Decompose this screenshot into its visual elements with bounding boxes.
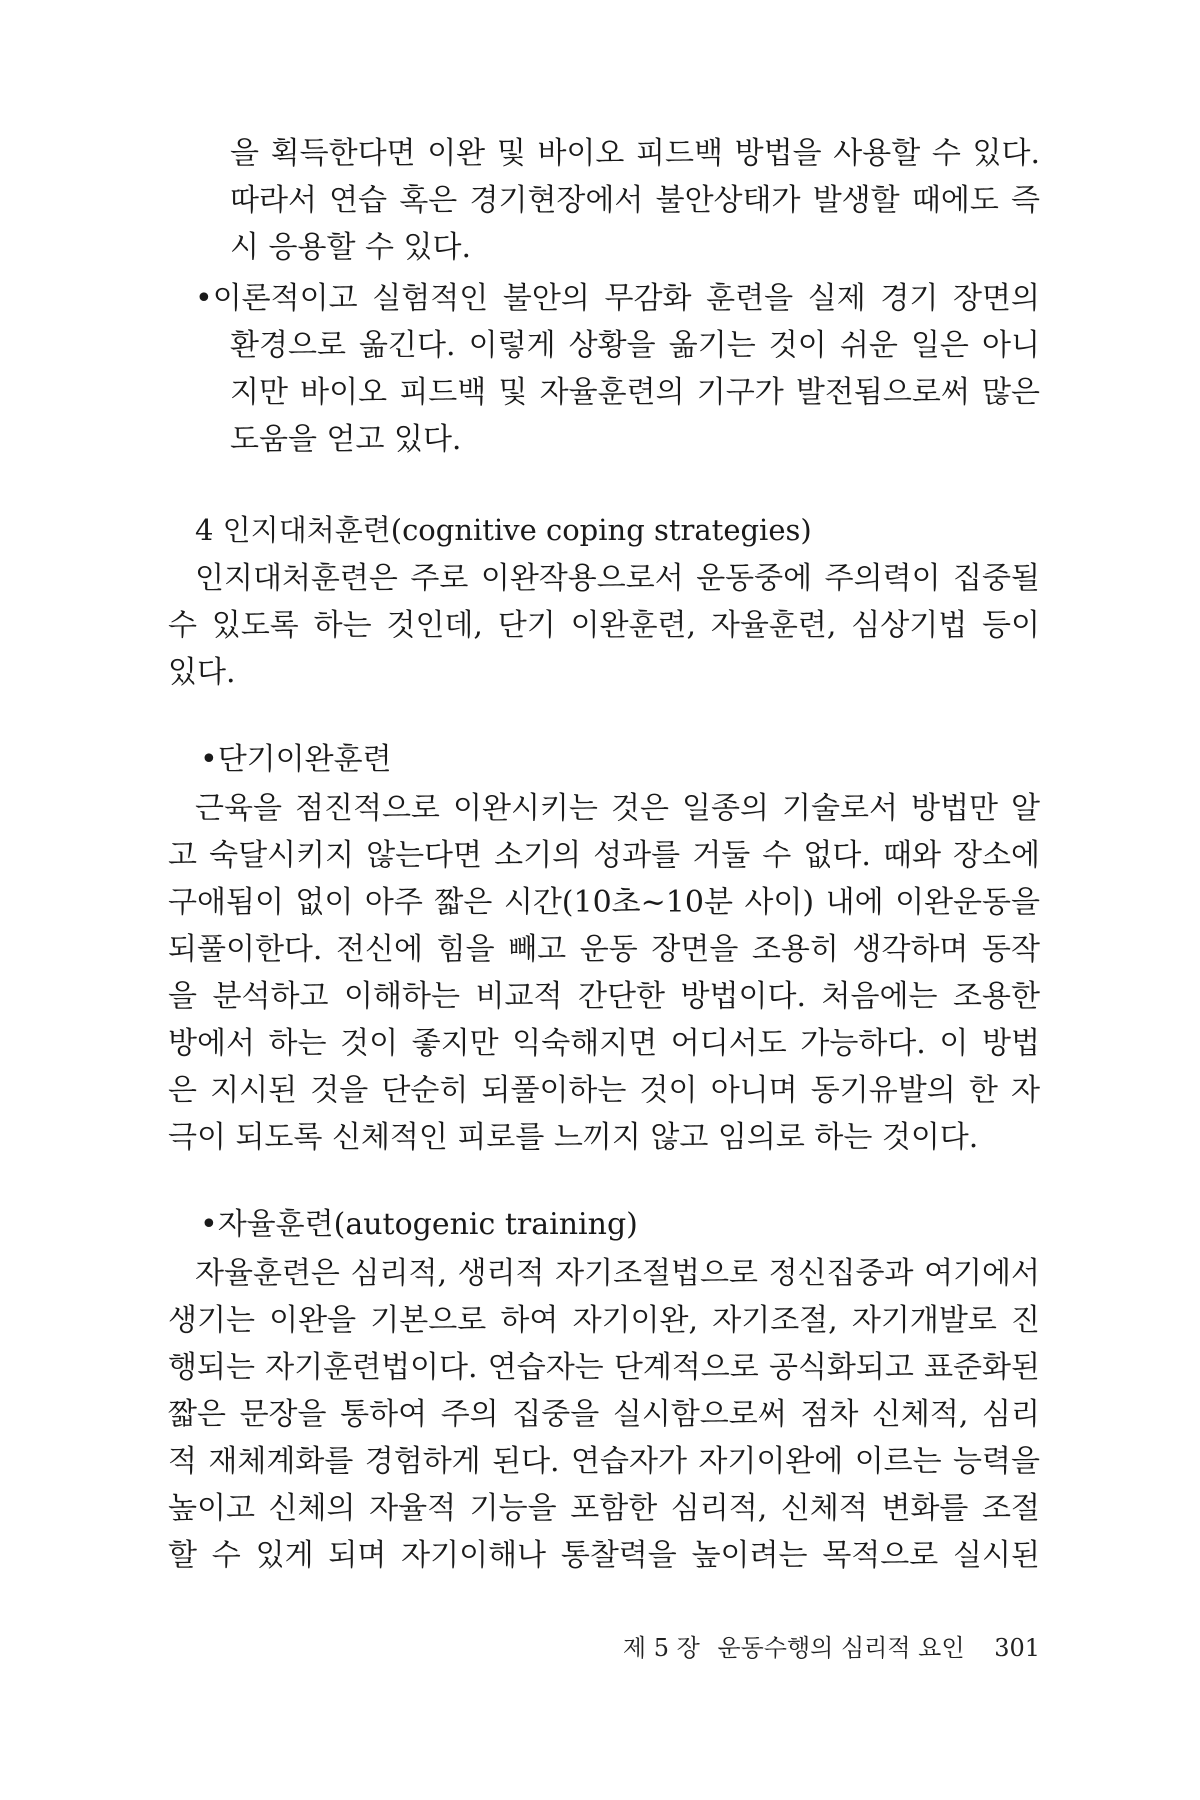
text-line: 짧은 문장을 통하여 주의 집중을 실시함으로써 점차 신체적, 심리 [168,1397,1040,1432]
text-line: 은 지시된 것을 단순히 되풀이하는 것이 아니며 동기유발의 한 자 [168,1073,1040,1108]
text-line: 따라서 연습 혹은 경기현장에서 불안상태가 발생할 때에도 즉 [230,183,1040,218]
text-line: 생기는 이완을 기본으로 하여 자기이완, 자기조절, 자기개발로 진 [168,1303,1040,1338]
text-line: 극이 되도록 신체적인 피로를 느끼지 않고 임의로 하는 것이다. [168,1120,979,1155]
text-line: 을 분석하고 이해하는 비교적 간단한 방법이다. 처음에는 조용한 [168,979,1040,1014]
text-line: 있다. [168,655,236,690]
text-line: 방에서 하는 것이 좋지만 익숙해지면 어디서도 가능하다. 이 방법 [168,1026,1040,1061]
text-line: 구애됨이 없이 아주 짧은 시간(10초~10분 사이) 내에 이완운동을 [168,885,1040,920]
footer-chapter: 제 5 장 [622,1634,700,1662]
text-line: 을 획득한다면 이완 및 바이오 피드백 방법을 사용할 수 있다. [230,136,1040,171]
text-line: 환경으로 옮긴다. 이렇게 상황을 옮기는 것이 쉬운 일은 아니 [230,328,1040,363]
text-line: 높이고 신체의 자율적 기능을 포함한 심리적, 신체적 변화를 조절 [168,1491,1040,1526]
footer-chapter-title: 운동수행의 심리적 요인 [717,1634,965,1662]
text-line: 지만 바이오 피드백 및 자율훈련의 기구가 발전됨으로써 많은 [230,375,1040,410]
text-line: 인지대처훈련은 주로 이완작용으로서 운동중에 주의력이 집중될 [195,561,1040,596]
text-line: 행되는 자기훈련법이다. 연습자는 단계적으로 공식화되고 표준화된 [168,1350,1040,1385]
text-line: 고 숙달시키지 않는다면 소기의 성과를 거둘 수 없다. 때와 장소에 [168,838,1040,873]
text-line: 수 있도록 하는 것인데, 단기 이완훈련, 자율훈련, 심상기법 등이 [168,608,1040,643]
page-footer [613,1628,1040,1663]
text-line: 적 재체계화를 경험하게 된다. 연습자가 자기이완에 이르는 능력을 [168,1444,1040,1479]
text-line: 근육을 점진적으로 이완시키는 것은 일종의 기술로서 방법만 알 [195,791,1040,826]
subsection-heading: •자율훈련(autogenic training) [200,1207,638,1242]
section-heading: 4 인지대처훈련(cognitive coping strategies) [195,513,812,547]
text-line: 시 응용할 수 있다. [230,230,472,265]
page-number: 301 [994,1634,1040,1662]
bullet-line: •이론적이고 실험적인 불안의 무감화 훈련을 실제 경기 장면의 [195,281,1040,316]
text-line: 할 수 있게 되며 자기이해나 통찰력을 높이려는 목적으로 실시된 [168,1538,1040,1573]
text-line: 자율훈련은 심리적, 생리적 자기조절법으로 정신집중과 여기에서 [195,1256,1040,1291]
text-line: 도움을 얻고 있다. [230,422,462,457]
subsection-heading: •단기이완훈련 [200,742,392,777]
text-line: 되풀이한다. 전신에 힘을 빼고 운동 장면을 조용히 생각하며 동작 [168,932,1040,967]
